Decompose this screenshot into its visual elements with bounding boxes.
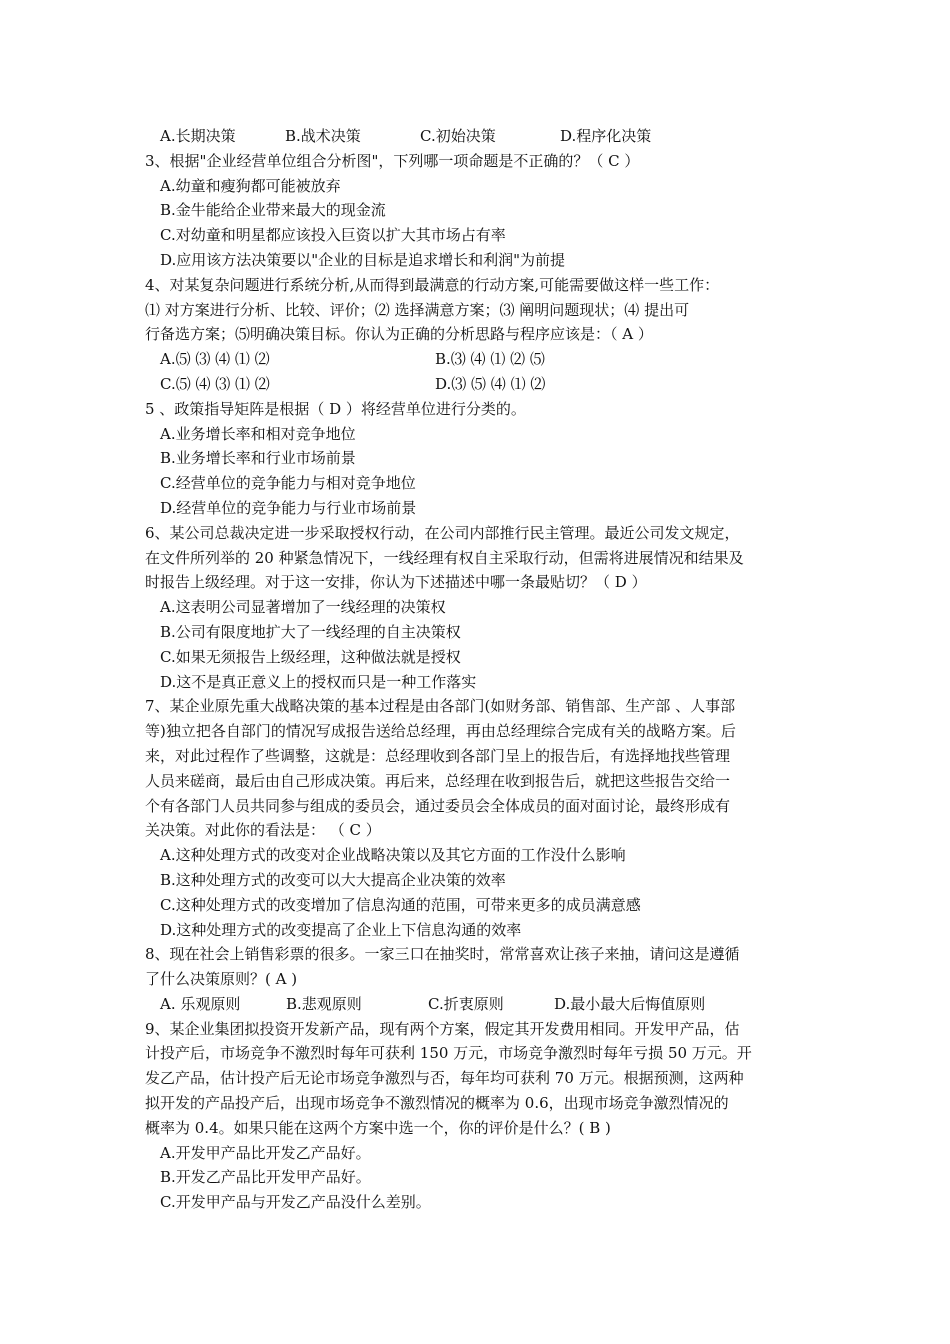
q4-stem-line-3: 行备选方案；⑸明确决策目标。你认为正确的分析思路与程序应该是：（ A ）	[145, 325, 653, 344]
q4-option-b: B.⑶ ⑷ ⑴ ⑵ ⑸	[435, 350, 545, 369]
q6-stem-line-1: 6、某公司总裁决定进一步采取授权行动，在公司内部推行民主管理。最近公司发文规定，	[145, 523, 740, 542]
q8-options	[145, 992, 810, 1017]
q3-stem: 3、根据"企业经营单位组合分析图"，下列哪一项命题是不正确的？（ C ）	[145, 151, 640, 170]
q8-option-b: B.悲观原则	[286, 994, 362, 1013]
q2-option-a: A.长期决策	[160, 127, 236, 145]
q4-option-c: C.⑸ ⑷ ⑶ ⑴ ⑵	[160, 374, 270, 393]
q9-stem-line-3: 发乙产品，估计投产后无论市场竞争激烈与否，每年均可获利 70 万元。根据预测，这两种	[145, 1069, 744, 1088]
q6-option-a: A.这表明公司显著增加了一线经理的决策权	[160, 598, 446, 617]
q3-option-a: A.幼童和瘦狗都可能被放弃	[160, 176, 341, 195]
q4-option-d: D.⑶ ⑸ ⑷ ⑴ ⑵	[435, 374, 546, 393]
q6-stem-line-2: 在文件所列举的 20 种紧急情况下，一线经理有权自主采取行动，但需将进展情况和结果及	[145, 548, 744, 567]
q4-options-row-1	[145, 347, 810, 372]
q5-option-c: C.经营单位的竞争能力与相对竞争地位	[160, 474, 416, 493]
q6-option-d: D.这不是真正意义上的授权而只是一种工作落实	[160, 672, 477, 691]
q6-option-b: B.公司有限度地扩大了一线经理的自主决策权	[160, 622, 461, 641]
q9-stem-line-4: 拟开发的产品投产后，出现市场竞争不激烈情况的概率为 0.6，出现市场竞争激烈情况的	[145, 1094, 729, 1113]
q5-option-b: B.业务增长率和行业市场前景	[160, 449, 356, 468]
q6-option-c: C.如果无须报告上级经理，这种做法就是授权	[160, 647, 461, 666]
q4-stem-line-2: ⑴ 对方案进行分析、比较、评价；⑵ 选择满意方案；⑶ 阐明问题现状；⑷ 提出可	[145, 300, 690, 319]
q2-options	[145, 124, 810, 149]
q8-stem-line-1: 8、现在社会上销售彩票的很多。一家三口在抽奖时，常常喜欢让孩子来抽，请问这是遵循	[145, 945, 740, 964]
q7-option-a: A.这种处理方式的改变对企业战略决策以及其它方面的工作没什么影响	[160, 846, 626, 865]
q7-option-d: D.这种处理方式的改变提高了企业上下信息沟通的效率	[160, 920, 522, 939]
q9-option-b: B.开发乙产品比开发甲产品好。	[160, 1168, 371, 1187]
q5-option-a: A.业务增长率和相对竞争地位	[160, 424, 356, 443]
q2-option-b: B.战术决策	[285, 127, 361, 145]
q7-option-c: C.这种处理方式的改变增加了信息沟通的范围，可带来更多的成员满意感	[160, 895, 641, 914]
q5-stem: 5 、政策指导矩阵是根据（ D ）将经营单位进行分类的。	[145, 399, 526, 418]
q7-stem-line-4: 人员来磋商，最后由自己形成决策。再后来，总经理在收到报告后，就把这些报告交给一	[145, 771, 731, 790]
q8-stem-line-2: 了什么决策原则？( A )	[145, 970, 298, 989]
question-list	[145, 124, 810, 1215]
q4-stem-line-1: 4、对某复杂问题进行系统分析,从而得到最满意的行动方案,可能需要做这样一些工作：	[145, 275, 720, 294]
q3-option-b: B.金牛能给企业带来最大的现金流	[160, 201, 386, 220]
q9-stem-line-2: 计投产后，市场竞争不激烈时每年可获利 150 万元，市场竞争激烈时每年亏损 50 万元。开	[145, 1044, 752, 1063]
q2-option-c: C.初始决策	[420, 127, 496, 145]
q9-option-c: C.开发甲产品与开发乙产品没什么差别。	[160, 1193, 431, 1212]
q7-stem-line-6: 关决策。对此你的看法是： （ C ）	[145, 821, 381, 840]
q8-option-c: C.折衷原则	[428, 994, 504, 1013]
q7-option-b: B.这种处理方式的改变可以大大提高企业决策的效率	[160, 870, 506, 889]
q7-stem-line-5: 个有各部门人员共同参与组成的委员会，通过委员会全体成员的面对面讨论，最终形成有	[145, 796, 731, 815]
q7-stem-line-2: 等)独立把各自部门的情况写成报告送给总经理，再由总经理综合完成有关的战略方案。后	[145, 722, 736, 741]
q9-stem-line-1: 9、某企业集团拟投资开发新产品，现有两个方案，假定其开发费用相同。开发甲产品，估	[145, 1019, 740, 1038]
q7-stem-line-3: 来，对此过程作了些调整，这就是：总经理收到各部门呈上的报告后，有选择地找些管理	[145, 746, 731, 765]
q2-option-d: D.程序化决策	[560, 127, 652, 145]
q7-stem-line-1: 7、某企业原先重大战略决策的基本过程是由各部门(如财务部、销售部、生产部 、人事部	[145, 697, 736, 716]
q9-stem-line-5: 概率为 0.4。如果只能在这两个方案中选一个，你的评价是什么？( B )	[145, 1118, 611, 1137]
q4-option-a: A.⑸ ⑶ ⑷ ⑴ ⑵	[160, 350, 270, 369]
q8-option-d: D.最小最大后悔值原则	[554, 994, 706, 1013]
q3-option-d: D.应用该方法决策要以"企业的目标是追求增长和利润"为前提	[160, 250, 566, 269]
q3-option-c: C.对幼童和明星都应该投入巨资以扩大其市场占有率	[160, 226, 506, 245]
q8-option-a: A. 乐观原则	[160, 994, 241, 1013]
q4-options-row-2	[145, 372, 810, 397]
q9-option-a: A.开发甲产品比开发乙产品好。	[160, 1143, 371, 1162]
q5-option-d: D.经营单位的竞争能力与行业市场前景	[160, 498, 417, 517]
q6-stem-line-3: 时报告上级经理。对于这一安排，你认为下述描述中哪一条最贴切？（ D ）	[145, 573, 647, 592]
